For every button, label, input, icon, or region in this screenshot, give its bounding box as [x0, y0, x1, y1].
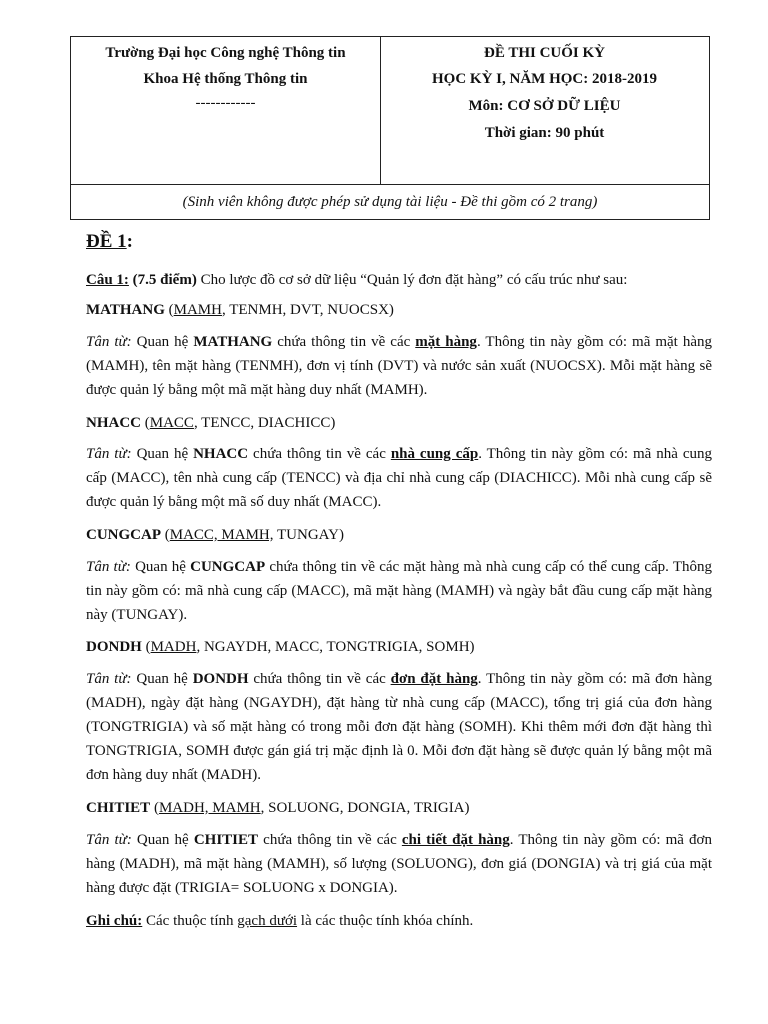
school-name: Trường Đại học Công nghệ Thông tin — [105, 45, 346, 61]
relation-name: CUNGCAP — [86, 527, 161, 543]
relation-name: CHITIET — [86, 800, 151, 816]
note-underlined: gạch dưới — [237, 913, 298, 929]
paren-open: ( — [141, 415, 150, 431]
de-label: ĐỀ 1 — [86, 231, 127, 252]
desc-entity: đơn đặt hàng — [390, 671, 478, 687]
desc-text: chứa thông tin về các — [248, 671, 391, 687]
desc-label: Tân từ: — [86, 671, 132, 687]
desc-label: Tân từ: — [86, 446, 132, 462]
primary-key: MADH, MAMH — [158, 800, 261, 816]
primary-key: MACC — [149, 415, 194, 431]
relation-cungcap-schema — [86, 523, 712, 547]
paren-open: ( — [141, 639, 151, 655]
desc-label: Tân từ: — [86, 832, 132, 848]
desc-text: . Thông tin này gồm có: mã mặt hàng (MAMH), tên mặt hàng (TENMH), đơn vị tính (DVT) và nước sản xuất (NUOCSX). Mỗi mặt hàng sẽ được quản lý bằng một mã mặt hàng duy nhất (MAMH). — [86, 334, 712, 398]
desc-entity: mặt hàng — [415, 334, 477, 350]
desc-text: chứa thông tin về các — [258, 832, 402, 848]
attributes: , NGAYDH, MACC, TONGTRIGIA, SOMH) — [196, 639, 475, 655]
attributes: TUNGAY) — [273, 527, 344, 543]
relation-name: NHACC — [86, 415, 141, 431]
paren-open: ( — [150, 800, 159, 816]
relation-nhacc-schema — [86, 411, 712, 435]
desc-text: Quan hệ — [131, 446, 194, 462]
desc-text: chứa thông tin về các — [248, 446, 391, 462]
primary-key: MACC, MAMH, — [169, 527, 274, 543]
paren-open: ( — [161, 527, 170, 543]
exam-semester: HỌC KỲ I, NĂM HỌC: 2018-2019 — [432, 71, 657, 87]
paren-open: ( — [164, 302, 174, 318]
school-info-cell — [71, 37, 381, 184]
desc-label: Tân từ: — [86, 334, 132, 350]
relation-mathang-desc — [86, 330, 712, 402]
desc-relation: CUNGCAP — [190, 559, 266, 575]
desc-text: . Thông tin này gồm có: mã đơn hàng (MADH), ngày đặt hàng (NGAYDH), đặt hàng từ nhà cung cấp (MACC), tổng trị giá của đơn hàng (TONGTRIGIA) và số mặt hàng có trong mỗi đơn đặt hàng (SOMH). Khi thêm mới đơn đặt hàng thì TONGTRIGIA, SOMH được gán giá trị mặc định là 0. Mỗi đơn đặt hàng sẽ được quản lý bằng một mã đơn hàng duy nhất (MADH). — [86, 671, 713, 783]
exam-duration: Thời gian: 90 phút — [484, 125, 605, 141]
divider-dashes: ------------ — [195, 95, 256, 111]
primary-key: MADH — [150, 639, 197, 655]
desc-text: Quan hệ — [131, 671, 193, 687]
exam-info-cell — [380, 37, 709, 184]
relation-cungcap-desc — [86, 555, 712, 627]
faculty-name: Khoa Hệ thống Thông tin — [143, 71, 308, 87]
relation-chitiet-desc — [86, 828, 712, 900]
desc-entity: nhà cung cấp — [390, 446, 479, 462]
relation-mathang-schema — [86, 298, 712, 322]
relation-chitiet-schema — [86, 796, 712, 820]
note-text: Các thuộc tính — [142, 913, 238, 929]
exam-header-table — [70, 36, 710, 220]
note-label: Ghi chú: — [86, 913, 143, 929]
question-points: (7.5 điểm) — [132, 272, 197, 288]
desc-text: Quan hệ — [130, 559, 191, 575]
desc-text: . Thông tin này gồm có: mã nhà cung cấp (MACC), tên nhà cung cấp (TENCC) và địa chỉ nhà cung cấp (DIACHICC). Mỗi nhà cung cấp sẽ được quản lý bằng một mã số duy nhất (MACC). — [86, 446, 712, 510]
desc-entity: chi tiết đặt hàng — [401, 832, 510, 848]
desc-relation: NHACC — [193, 446, 249, 462]
primary-key: MAMH — [173, 302, 222, 318]
exam-subject: Môn: CƠ SỞ DỮ LIỆU — [468, 98, 621, 114]
desc-text: Quan hệ — [131, 334, 194, 350]
desc-relation: MATHANG — [193, 334, 273, 350]
relation-nhacc-desc — [86, 442, 712, 514]
desc-relation: DONDH — [192, 671, 249, 687]
attributes: , SOLUONG, DONGIA, TRIGIA) — [260, 800, 470, 816]
question-label: Câu 1: — [86, 272, 129, 288]
relation-dondh-schema — [86, 635, 712, 659]
relation-dondh-desc — [86, 667, 712, 787]
question-1 — [86, 268, 712, 292]
de-heading — [86, 230, 712, 255]
attributes: , TENMH, DVT, NUOCSX) — [221, 302, 394, 318]
desc-relation: CHITIET — [193, 832, 259, 848]
exam-title: ĐỀ THI CUỐI KỲ — [484, 45, 605, 61]
relation-name: MATHANG — [86, 302, 165, 318]
desc-text: . Thông tin này gồm có: mã đơn hàng (MADH), mã mặt hàng (MAMH), số lượng (SOLUONG), đơn giá (DONGIA) và trị giá của mặt hàng được đặt (TRIGIA= SOLUONG x DONGIA). — [86, 832, 712, 896]
question-text: Cho lược đồ cơ sở dữ liệu “Quản lý đơn đặt hàng” có cấu trúc như sau: — [196, 272, 628, 288]
de-colon: : — [126, 231, 133, 252]
primary-key-note — [86, 909, 712, 933]
exam-note: (Sinh viên không được phép sử dụng tài liệu - Đề thi gồm có 2 trang) — [71, 184, 709, 219]
note-text: là các thuộc tính khóa chính. — [297, 913, 474, 929]
desc-label: Tân từ: — [86, 559, 131, 575]
desc-text: Quan hệ — [131, 832, 194, 848]
desc-text: chứa thông tin về các — [272, 334, 416, 350]
attributes: , TENCC, DIACHICC) — [193, 415, 336, 431]
relation-name: DONDH — [86, 639, 142, 655]
desc-text: chứa thông tin về các mặt hàng mà nhà cung cấp có thể cung cấp. Thông tin này gồm có: mã nhà cung cấp (MACC), mã mặt hàng (MAMH) và ngày bắt đầu cung cấp mặt hàng này (TUNGAY). — [86, 559, 712, 623]
